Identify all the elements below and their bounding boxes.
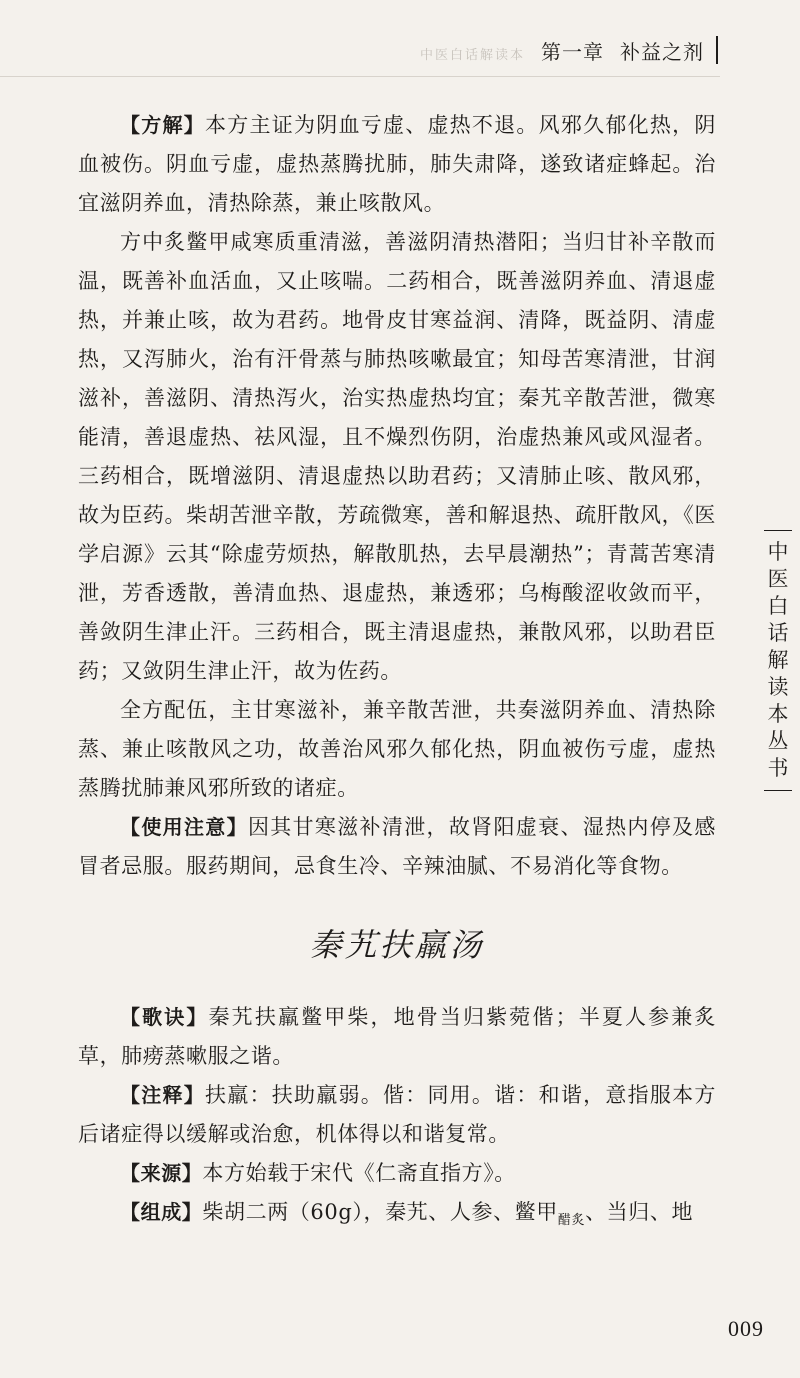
bleed-through-text: 中医白话解读本 bbox=[420, 48, 526, 63]
laiyuan-text: 本方始载于宋代《仁斋直指方》。 bbox=[202, 1161, 516, 1185]
fangjie-paragraph bbox=[78, 106, 716, 223]
series-char: 书 bbox=[767, 756, 789, 780]
fangjie-label: 【方解】 bbox=[120, 113, 205, 137]
zhushi-text: 扶羸：扶助羸弱。偕：同用。谐：和谐，意指服本方后诸症得以缓解或治愈，机体得以和谐复常。 bbox=[78, 1083, 716, 1146]
series-char: 话 bbox=[767, 621, 789, 645]
series-char: 白 bbox=[767, 594, 789, 618]
gejue-paragraph bbox=[78, 998, 716, 1076]
section-title: 补益之剂 bbox=[620, 39, 704, 64]
series-char: 读 bbox=[767, 675, 789, 699]
chapter-number: 第一章 bbox=[541, 39, 604, 64]
notice-paragraph bbox=[78, 808, 716, 886]
series-char: 医 bbox=[767, 567, 789, 591]
zhushi-label: 【注释】 bbox=[120, 1083, 205, 1107]
zucheng-label: 【组成】 bbox=[120, 1200, 203, 1224]
zucheng-text: 柴胡二两（60g），秦艽、人参、鳖甲 bbox=[202, 1200, 558, 1224]
chapter-title bbox=[541, 36, 704, 65]
header-rule bbox=[0, 76, 720, 77]
series-title-vertical bbox=[764, 530, 792, 791]
running-header bbox=[541, 34, 718, 66]
zhushi-paragraph bbox=[78, 1076, 716, 1154]
series-char: 丛 bbox=[767, 729, 789, 753]
notice-label: 【使用注意】 bbox=[120, 815, 248, 839]
notice-text: 因其甘寒滋补清泄，故肾阳虚衰、湿热内停及感冒者忌服。服药期间，忌食生冷、辛辣油腻、不易消化等食物。 bbox=[78, 815, 716, 878]
series-char: 中 bbox=[767, 540, 789, 564]
header-divider bbox=[716, 36, 718, 64]
series-char: 本 bbox=[767, 702, 789, 726]
laiyuan-paragraph bbox=[78, 1154, 716, 1193]
page-number: 009 bbox=[728, 1316, 764, 1341]
gejue-text: 秦艽扶羸鳖甲柴，地骨当归紫菀偕；半夏人参兼炙草，肺痨蒸嗽服之谐。 bbox=[78, 1005, 716, 1068]
zucheng-subscript: 醋炙 bbox=[557, 1213, 586, 1228]
page-body bbox=[78, 106, 716, 1235]
series-char: 解 bbox=[767, 648, 789, 672]
fangjie-text: 本方主证为阴血亏虚、虚热不退。风邪久郁化热，阴血被伤。阴血亏虚，虚热蒸腾扰肺，肺失肃降，遂致诸症蜂起。治宜滋阴养血，清热除蒸，兼止咳散风。 bbox=[78, 113, 716, 215]
formula-title: 秦艽扶羸汤 bbox=[309, 926, 485, 964]
zucheng-text-cont: 、当归、地 bbox=[585, 1200, 694, 1224]
zucheng-paragraph bbox=[78, 1193, 716, 1235]
analysis-paragraph: 方中炙鳖甲咸寒质重清滋，善滋阴清热潜阳；当归甘补辛散而温，既善补血活血，又止咳喘。二药相合，既善滋阴养血、清退虚热，并兼止咳，故为君药。地骨皮甘寒益润、清降，既益阴、清虚热，又泻肺火，治有汗骨蒸与肺热咳嗽最宜；知母苦寒清泄，甘润滋补，善滋阴、清热泻火，治实热虚热均宜；秦艽辛散苦泄，微寒能清，善退虚热、祛风湿，且不燥烈伤阴，治虚热兼风或风湿者。三药相合，既增滋阴、清退虚热以助君药；又清肺止咳、散风邪，故为臣药。柴胡苦泄辛散，芳疏微寒，善和解退热、疏肝散风，《医学启源》云其“除虚劳烦热，解散肌热，去早晨潮热”；青蒿苦寒清泄，芳香透散，善清血热、退虚热，兼透邪；乌梅酸涩收敛而平，善敛阴生津止汗。三药相合，既主清退虚热，兼散风邪，以助君臣药；又敛阴生津止汗，故为佐药。 bbox=[78, 230, 716, 683]
summary-paragraph: 全方配伍，主甘寒滋补，兼辛散苦泄，共奏滋阴养血、清热除蒸、兼止咳散风之功，故善治风邪久郁化热，阴血被伤亏虚，虚热蒸腾扰肺兼风邪所致的诸症。 bbox=[78, 698, 716, 800]
gejue-label: 【歌诀】 bbox=[120, 1005, 209, 1029]
laiyuan-label: 【来源】 bbox=[120, 1161, 203, 1185]
